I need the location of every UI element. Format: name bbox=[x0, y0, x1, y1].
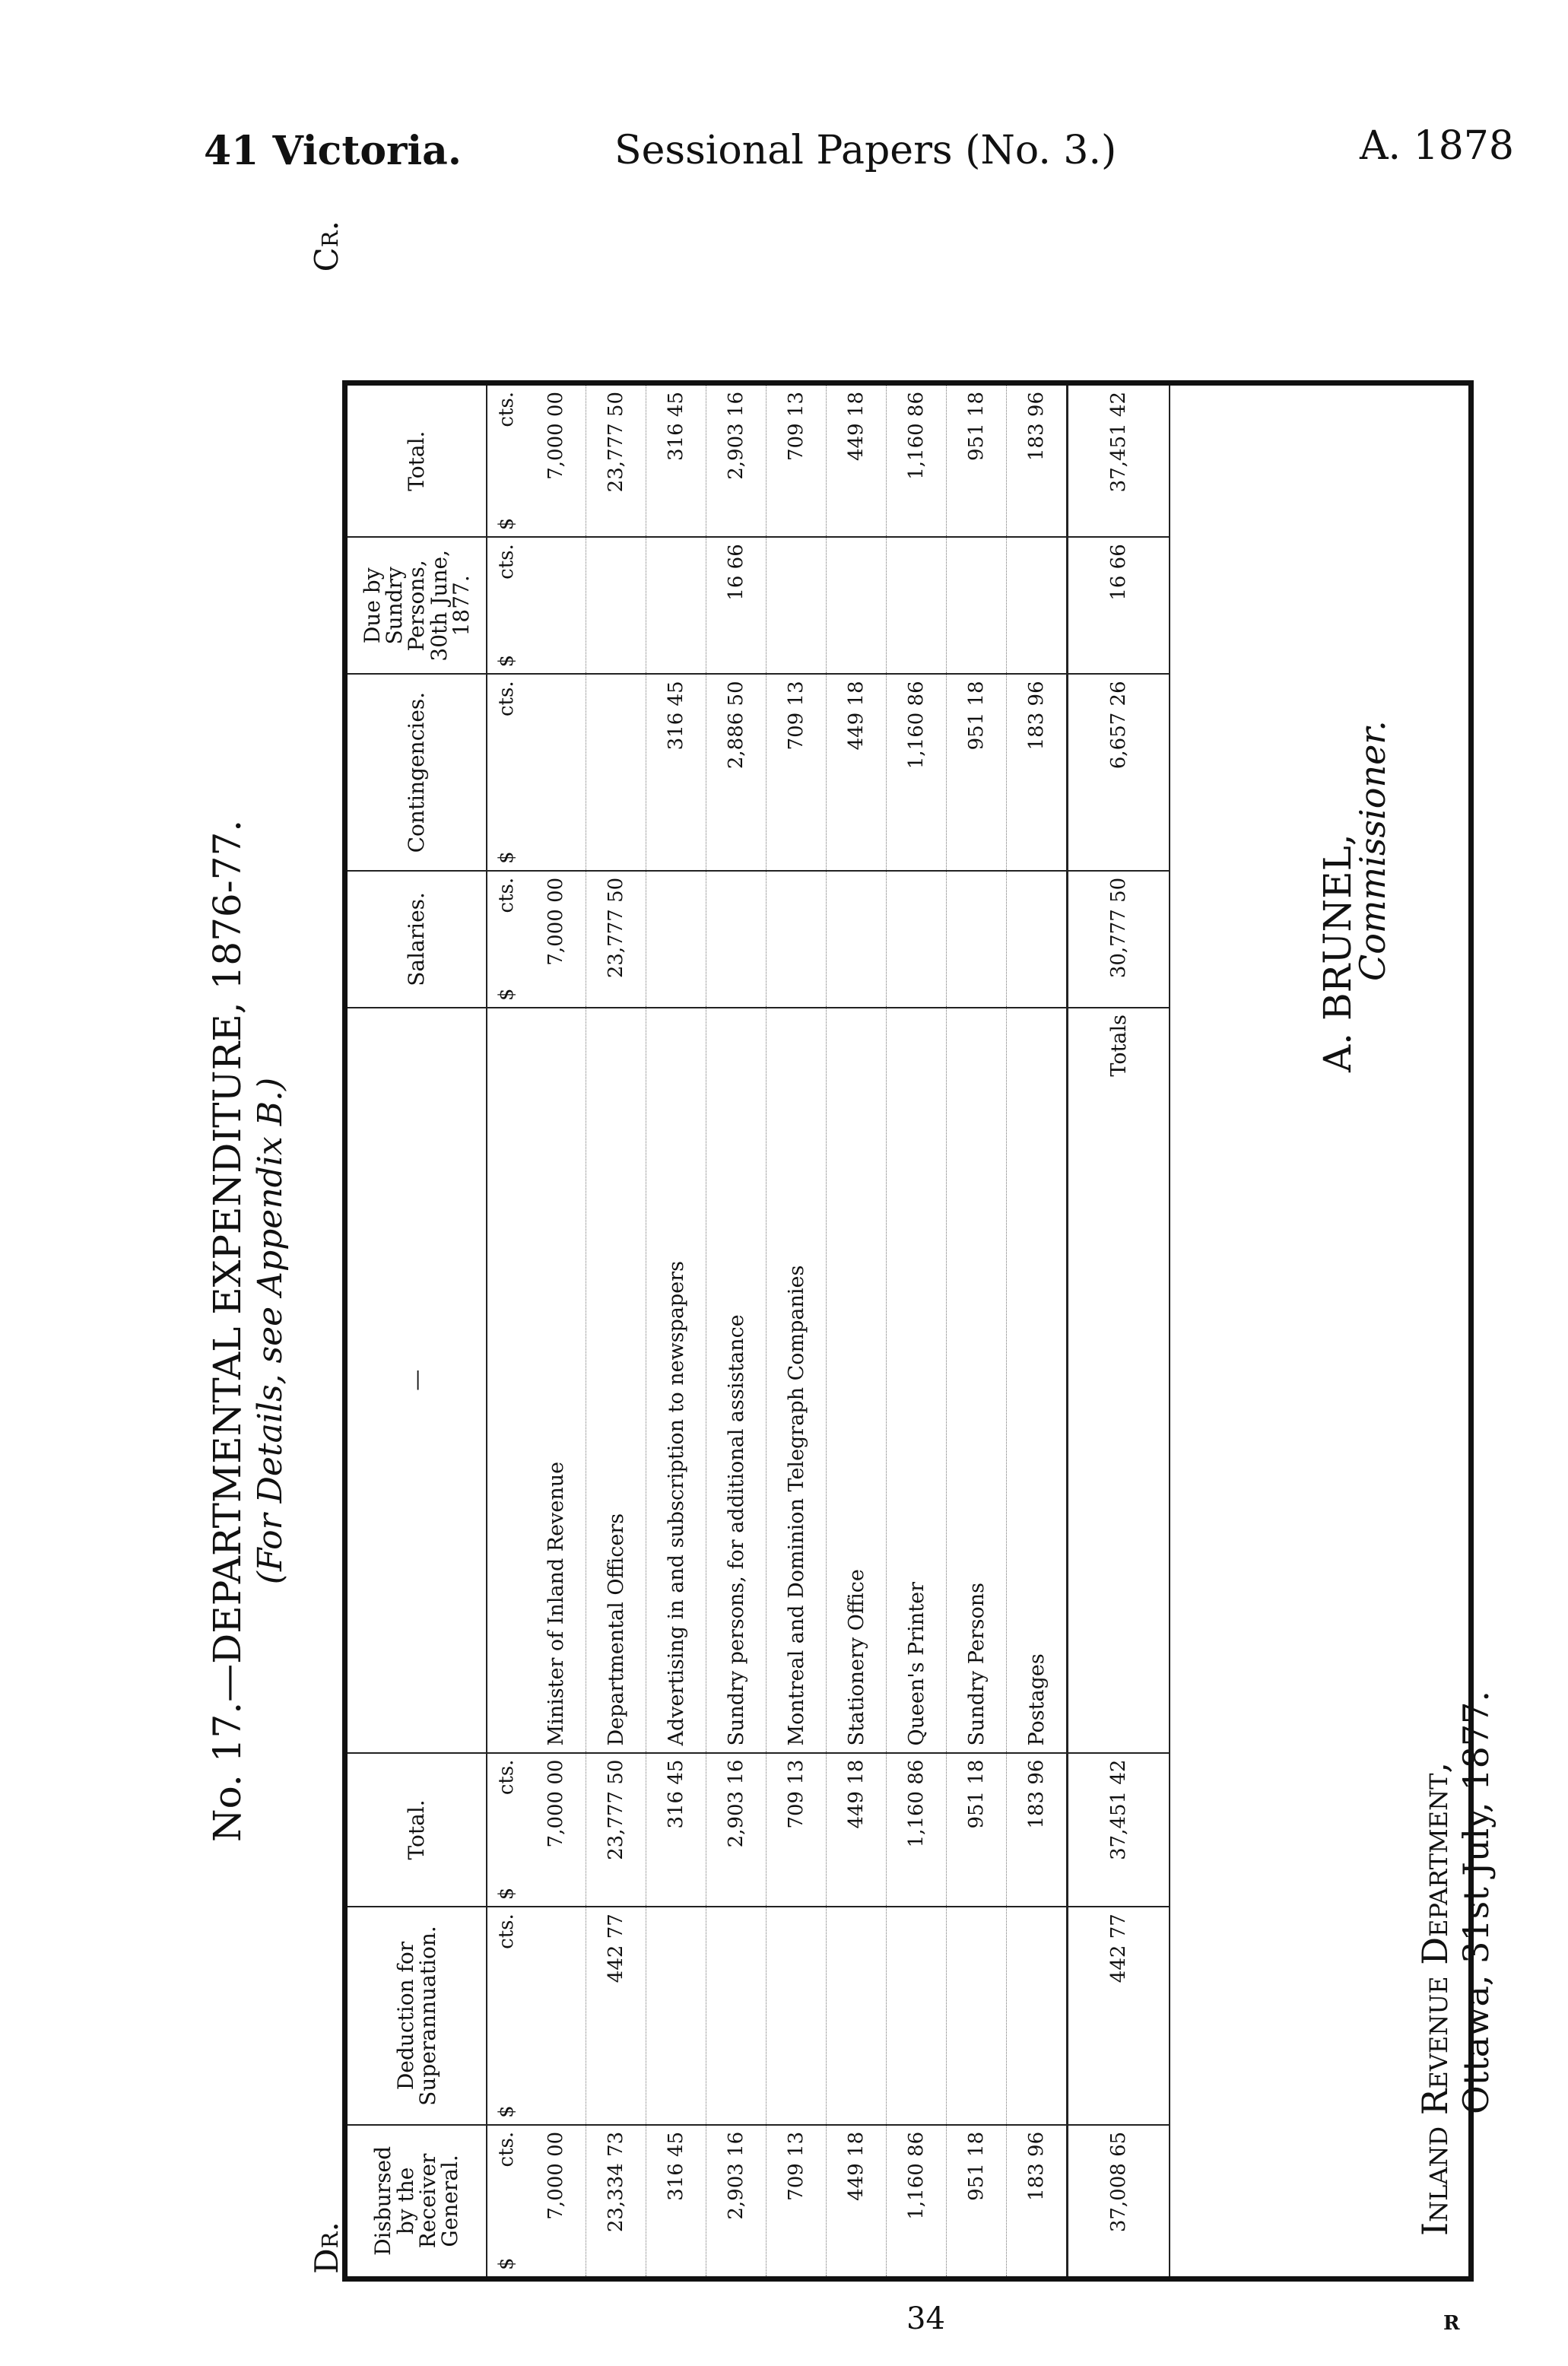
cell-contingencies: 709 13 bbox=[767, 674, 827, 870]
cell-salaries bbox=[947, 871, 1007, 1008]
col-deduction: Deduction for Superannuation. bbox=[345, 1907, 487, 2125]
cell-contingencies: 183 96 bbox=[1007, 674, 1068, 870]
total-contingencies: 6,657 26 bbox=[1068, 674, 1170, 870]
total-total-cr: 37,451 42 bbox=[1068, 383, 1170, 538]
cell-deduction bbox=[887, 1907, 947, 2125]
cell-total-cr: 449 18 bbox=[827, 383, 887, 538]
units-cell: $ cts. bbox=[487, 674, 526, 870]
cell-total-dr: 951 18 bbox=[947, 1753, 1007, 1907]
cell-total-dr: 7,000 00 bbox=[526, 1753, 586, 1907]
signature-mark: R bbox=[1443, 2312, 1460, 2335]
cell-total-cr: 316 45 bbox=[646, 383, 706, 538]
signature-block bbox=[1316, 720, 1393, 1072]
department-name: Inland Revenue Department, bbox=[1414, 1761, 1455, 2236]
totals-row bbox=[1068, 383, 1170, 2279]
cell-due bbox=[887, 537, 947, 674]
table-row bbox=[586, 383, 646, 2279]
table-body bbox=[526, 383, 1068, 2279]
cell-total-cr: 951 18 bbox=[947, 383, 1007, 538]
cell-contingencies: 449 18 bbox=[827, 674, 887, 870]
cell-salaries: 7,000 00 bbox=[526, 871, 586, 1008]
dr-label: Dr. bbox=[308, 2221, 345, 2274]
cell-salaries bbox=[887, 871, 947, 1008]
cell-total-cr: 23,777 50 bbox=[586, 383, 646, 538]
totals-label: Totals bbox=[1068, 1008, 1170, 1753]
cell-total-cr: 183 96 bbox=[1007, 383, 1068, 538]
cell-salaries bbox=[706, 871, 767, 1008]
cell-item: Postages bbox=[1007, 1008, 1068, 1753]
cell-due bbox=[827, 537, 887, 674]
cell-salaries bbox=[827, 871, 887, 1008]
total-due: 16 66 bbox=[1068, 537, 1170, 674]
cell-due bbox=[1007, 537, 1068, 674]
cell-contingencies: 1,160 86 bbox=[887, 674, 947, 870]
units-blank bbox=[487, 1008, 526, 1753]
cell-deduction bbox=[827, 1907, 887, 2125]
cell-due bbox=[767, 537, 827, 674]
cell-total-cr: 7,000 00 bbox=[526, 383, 586, 538]
units-cell: $ cts. bbox=[487, 871, 526, 1008]
total-total-dr: 37,451 42 bbox=[1068, 1753, 1170, 1907]
col-disbursed: Disbursed by the Receiver General. bbox=[345, 2125, 487, 2279]
cr-label: Cr. bbox=[308, 221, 345, 272]
cell-salaries bbox=[646, 871, 706, 1008]
cell-item: Queen's Printer bbox=[887, 1008, 947, 1753]
cell-item: Advertising in and subscription to newspapers bbox=[646, 1008, 706, 1753]
cell-disbursed: 449 18 bbox=[827, 2125, 887, 2279]
expenditure-table bbox=[342, 380, 1474, 2282]
cell-total-cr: 2,903 16 bbox=[706, 383, 767, 538]
cell-total-dr: 23,777 50 bbox=[586, 1753, 646, 1907]
cell-disbursed: 2,903 16 bbox=[706, 2125, 767, 2279]
cell-total-cr: 1,160 86 bbox=[887, 383, 947, 538]
cell-item: Departmental Officers bbox=[586, 1008, 646, 1753]
cell-item: Sundry Persons bbox=[947, 1008, 1007, 1753]
units-cell: $ cts. bbox=[487, 2125, 526, 2279]
header-right: A. 1878 bbox=[1360, 123, 1514, 169]
cell-total-dr: 449 18 bbox=[827, 1753, 887, 1907]
cell-item: Sundry persons, for additional assistance bbox=[706, 1008, 767, 1753]
cell-total-dr: 709 13 bbox=[767, 1753, 827, 1907]
cell-contingencies bbox=[526, 674, 586, 870]
cell-total-dr: 316 45 bbox=[646, 1753, 706, 1907]
cell-item: Stationery Office bbox=[827, 1008, 887, 1753]
table-row bbox=[767, 383, 827, 2279]
cell-due bbox=[646, 537, 706, 674]
cell-item: Minister of Inland Revenue bbox=[526, 1008, 586, 1753]
table-row bbox=[646, 383, 706, 2279]
cell-salaries: 23,777 50 bbox=[586, 871, 646, 1008]
col-contingencies: Contingencies. bbox=[345, 674, 487, 870]
cell-due bbox=[526, 537, 586, 674]
cell-salaries bbox=[767, 871, 827, 1008]
signature-role: Commissioner. bbox=[1352, 720, 1393, 981]
cell-disbursed: 709 13 bbox=[767, 2125, 827, 2279]
units-cell: $ cts. bbox=[487, 1753, 526, 1907]
cell-salaries bbox=[1007, 871, 1068, 1008]
table-row bbox=[887, 383, 947, 2279]
cell-deduction bbox=[706, 1907, 767, 2125]
total-deduction: 442 77 bbox=[1068, 1907, 1170, 2125]
cell-disbursed: 7,000 00 bbox=[526, 2125, 586, 2279]
col-salaries: Salaries. bbox=[345, 871, 487, 1008]
cell-deduction: 442 77 bbox=[586, 1907, 646, 2125]
col-total-cr: Total. bbox=[345, 383, 487, 538]
place-date-block bbox=[1414, 1691, 1497, 2236]
cell-contingencies: 2,886 50 bbox=[706, 674, 767, 870]
table-row bbox=[827, 383, 887, 2279]
cell-deduction bbox=[1007, 1907, 1068, 2125]
col-total-dr: Total. bbox=[345, 1753, 487, 1907]
col-item: — bbox=[345, 1008, 487, 1753]
cell-contingencies bbox=[586, 674, 646, 870]
col-due: Due by Sundry Persons, 30th June, 1877. bbox=[345, 537, 487, 674]
total-salaries: 30,777 50 bbox=[1068, 871, 1170, 1008]
page-number: 34 bbox=[906, 2301, 945, 2336]
cell-due bbox=[947, 537, 1007, 674]
cell-deduction bbox=[526, 1907, 586, 2125]
cell-total-dr: 1,160 86 bbox=[887, 1753, 947, 1907]
table-row bbox=[526, 383, 586, 2279]
header-center: Sessional Papers (No. 3.) bbox=[614, 128, 1117, 173]
cell-due bbox=[586, 537, 646, 674]
place-date: Ottawa, 31st July, 1877. bbox=[1455, 1691, 1497, 2114]
cell-contingencies: 951 18 bbox=[947, 674, 1007, 870]
cell-total-dr: 2,903 16 bbox=[706, 1753, 767, 1907]
cell-disbursed: 951 18 bbox=[947, 2125, 1007, 2279]
statement-subtitle: (For Details, see Appendix B.) bbox=[251, 1077, 290, 1585]
statement-title: No. 17.—DEPARTMENTAL EXPENDITURE, 1876-77. bbox=[205, 819, 249, 1843]
cell-disbursed: 316 45 bbox=[646, 2125, 706, 2279]
cell-total-cr: 709 13 bbox=[767, 383, 827, 538]
units-cell: $ cts. bbox=[487, 383, 526, 538]
units-cell: $ cts. bbox=[487, 537, 526, 674]
cell-due: 16 66 bbox=[706, 537, 767, 674]
cell-deduction bbox=[646, 1907, 706, 2125]
cell-disbursed: 1,160 86 bbox=[887, 2125, 947, 2279]
table-row bbox=[706, 383, 767, 2279]
signature-name: A. BRUNEL, bbox=[1316, 834, 1360, 1072]
units-cell: $ cts. bbox=[487, 1907, 526, 2125]
table-row bbox=[947, 383, 1007, 2279]
cell-deduction bbox=[767, 1907, 827, 2125]
total-disbursed: 37,008 65 bbox=[1068, 2125, 1170, 2279]
cell-contingencies: 316 45 bbox=[646, 674, 706, 870]
header-left: 41 Victoria. bbox=[204, 128, 462, 174]
cell-disbursed: 23,334 73 bbox=[586, 2125, 646, 2279]
cell-total-dr: 183 96 bbox=[1007, 1753, 1068, 1907]
cell-item: Montreal and Dominion Telegraph Companies bbox=[767, 1008, 827, 1753]
table-row bbox=[1007, 383, 1068, 2279]
cell-deduction bbox=[947, 1907, 1007, 2125]
cell-disbursed: 183 96 bbox=[1007, 2125, 1068, 2279]
rotated-statement bbox=[205, 205, 1506, 2282]
